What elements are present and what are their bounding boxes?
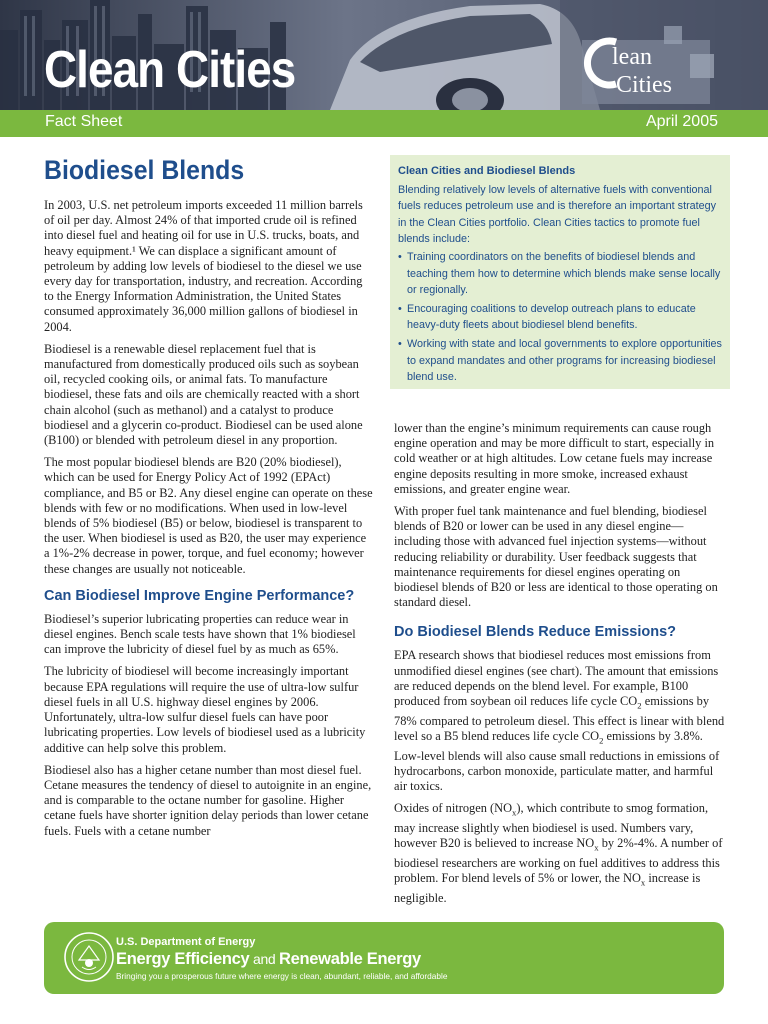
intro-paragraph-1: In 2003, U.S. net petroleum imports exceeded 11 million barrels of oil per day. Almost 24% of that imported crude oil is refined into diesel fuel and heating oil for use in U.S. trucks, boats, and heavy equipment.¹ We can displace a significant amount of petroleum by adding low levels of biodiesel to the diesel we use every day for transportation, industry, and recreation. According to the Energy Information Administration, the United States consumed approximately 36,000 million gallons of biodiesel in 2004. [44,198,363,334]
logo-text-cities: Cities [616,72,673,98]
eere-part-1: Energy Efficiency [116,950,250,968]
eere-and: and [249,951,280,967]
section-heading-performance: Can Biodiesel Improve Engine Performance? [44,587,355,604]
intro-paragraph-3: The most popular biodiesel blends are B20 (20% biodiesel), which can be used for Energy Policy Act of 1992 (EPAct) compliance, and B5 or B2. Any diesel engine can operate on these blends with few or no modifications. When used in low-level blends of 5% biodiesel (B5) or below, biodiesel is transparent to the user. When biodiesel is used as B20, the user may experience a 1%-2% decrease in power, torque, and fuel economy; however these changes are usually not noticeable. [44,455,373,576]
performance-paragraph-4: lower than the engine’s minimum requirements can cause rough engine operation and may be more difficult to start, especially in cold weather or at high altitudes. Low cetane fuels may increase engine deposits resulting in more smoke, increased exhaust emissions, and greater engine wear. [394,421,715,496]
performance-paragraph-3: Biodiesel also has a higher cetane number than most diesel fuel. Cetane measures the tendency of diesel to autoignite in an engine, and is comparable to the octane number for gasoline. Higher cetane fuels have shorter ignition delay periods than lower cetane fuels. Fuels with a cetane number [44,762,372,838]
sidebar-list-item: • Encouraging coalitions to develop outreach plans to educate heavy-duty fleets about biodiesel blend benefits. [398,301,722,334]
eere-part-2: Renewable Energy [279,950,421,968]
subscript: x [640,877,646,888]
emissions-paragraph-2 [394,801,726,906]
sidebar-list-item: • Working with state and local governments to explore opportunities to expand mandates and other programs for increasing biodiesel blend use. [398,336,722,386]
logo-text-lean: lean [612,44,652,70]
sidebar-title: Clean Cities and Biodiesel Blends [398,165,576,177]
subscript: 2 [637,700,642,711]
subscript: x [594,842,599,853]
subscript: 2 [599,735,604,746]
emissions-text: EPA research shows that biodiesel reduces most emissions from unmodified diesel engines (see chart). The amount that emissions are reduced depends on the blend level. For example, B100 produced from soybean oil reduces life cycle CO [394,648,719,709]
emissions-text: increase is negligible. [394,870,701,905]
left-column [44,155,374,846]
publication-date: April 2005 [645,113,718,130]
fact-sheet-label: Fact Sheet [45,113,123,130]
publication-title: Clean Cities [44,41,296,99]
subscript: x [512,807,517,818]
section-heading-emissions: Do Biodiesel Blends Reduce Emissions? [394,624,677,641]
page-title: Biodiesel Blends [44,155,245,185]
eere-name [116,950,421,969]
doe-name: U.S. Department of Energy [116,936,256,948]
header-banner [0,0,768,110]
performance-paragraph-2: The lubricity of biodiesel will become increasingly important because EPA regulations will require the use of ultra-low sulfur diesel fuels in all U.S. highway diesel engines by 2006. Unfortunately, ultra-low sulfur diesel fuels can have poor lubricating properties. Low levels of biodiesel used as a lubricity additive can help solve this problem. [44,664,366,755]
intro-paragraph-2: Biodiesel is a renewable diesel replacement fuel that is manufactured from domestically produced oils such as soybean oil, recycled cooking oils, or animal fats. To manufacture biodiesel, these fats and oils are chemically reacted with a short chain alcohol (such as methanol) and a catalyst to produce biodiesel and a glycerin co-product. Biodiesel can be used alone (B100) or blended with petroleum diesel in any proportion. [44,341,363,448]
emissions-text: emissions by 3.8%. Low-level blends will also cause small reductions in emissions of hydrocarbons, carbon monoxide, particulate matter, and harmful air toxics. [394,728,720,793]
right-column [394,421,726,913]
emissions-paragraph-1 [394,648,726,794]
emissions-text: emissions by 78% compared to petroleum diesel. This effect is linear with blend level so a B5 blend reduces life cycle CO [394,694,725,743]
emissions-text: ), which contribute to smog formation, may increase slightly when biodiesel is used. Numbers vary, however B20 is believed to increase NO [394,801,709,851]
footer-banner [44,922,724,994]
sidebar-box [390,155,730,389]
emissions-text: by 2%-4%. A number of biodiesel researchers are working on fuel additives to address this problem. For blend levels of 5% or lower, the NO [394,836,723,885]
performance-paragraph-5: With proper fuel tank maintenance and fuel blending, biodiesel blends of B20 or lower can be used in any diesel engine—including those with advanced fuel injection systems—without reducing reliability or durability. User feedback suggests that maintenance requirements for diesel engines operating on biodiesel blends of B20 or less are identical to those operating on standard diesel. [394,504,718,610]
footer-tagline: Bringing you a prosperous future where energy is clean, abundant, reliable, and affordable [116,971,448,981]
sidebar-intro: Blending relatively low levels of alternative fuels with conventional fuels reduces petroleum use and is therefore an important strategy in the Clean Cities portfolio. Clean Cities tactics to promote fuel blends include: [398,183,717,246]
sidebar-list-item: • Training coordinators on the benefits of biodiesel blends and teaching them how to determine which blends make sense locally or regionally. [398,249,722,299]
sidebar-list [398,249,722,386]
doe-seal-icon [62,930,116,984]
performance-paragraph-1: Biodiesel’s superior lubricating properties can reduce wear in diesel engines. Bench scale tests have shown that 1% biodiesel can improve the lubricity of diesel fuel by as much as 65%. [44,611,356,657]
emissions-text: Oxides of nitrogen (NO [394,801,513,816]
